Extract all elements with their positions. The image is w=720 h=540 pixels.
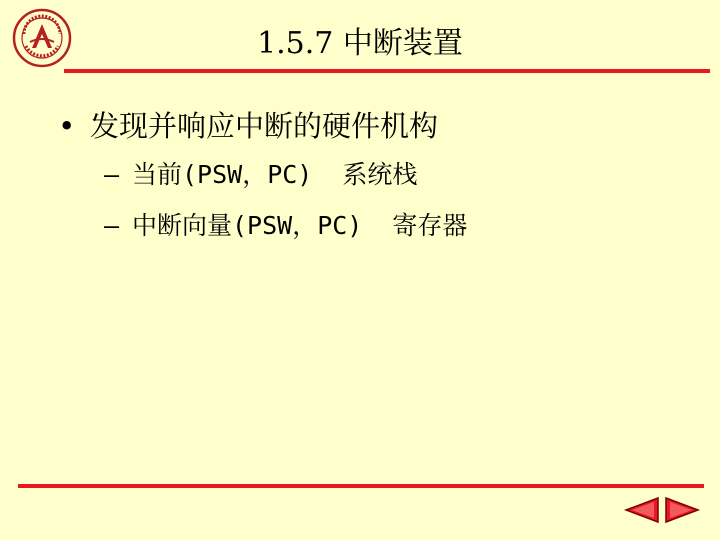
slide-title: 1.5.7 中断装置 <box>257 26 463 61</box>
footer-divider <box>18 484 704 488</box>
sub-dash: – <box>104 160 120 189</box>
bullet-item <box>58 108 438 144</box>
sub-item-text: 中断向量(PSW，PC) <box>132 211 363 240</box>
bullet-dot: • <box>58 109 76 143</box>
previous-arrow-icon[interactable] <box>624 496 660 524</box>
sub-item-target: 寄存器 <box>392 211 468 240</box>
title-divider <box>64 69 710 73</box>
next-arrow-icon[interactable] <box>664 496 700 524</box>
sub-item <box>104 159 417 191</box>
sub-item <box>104 210 467 242</box>
sub-item-target: 系统栈 <box>342 160 418 189</box>
sub-item-text: 当前(PSW，PC) <box>132 160 313 189</box>
sub-dash: – <box>104 211 120 240</box>
bullet-text: 发现并响应中断的硬件机构 <box>90 109 439 143</box>
